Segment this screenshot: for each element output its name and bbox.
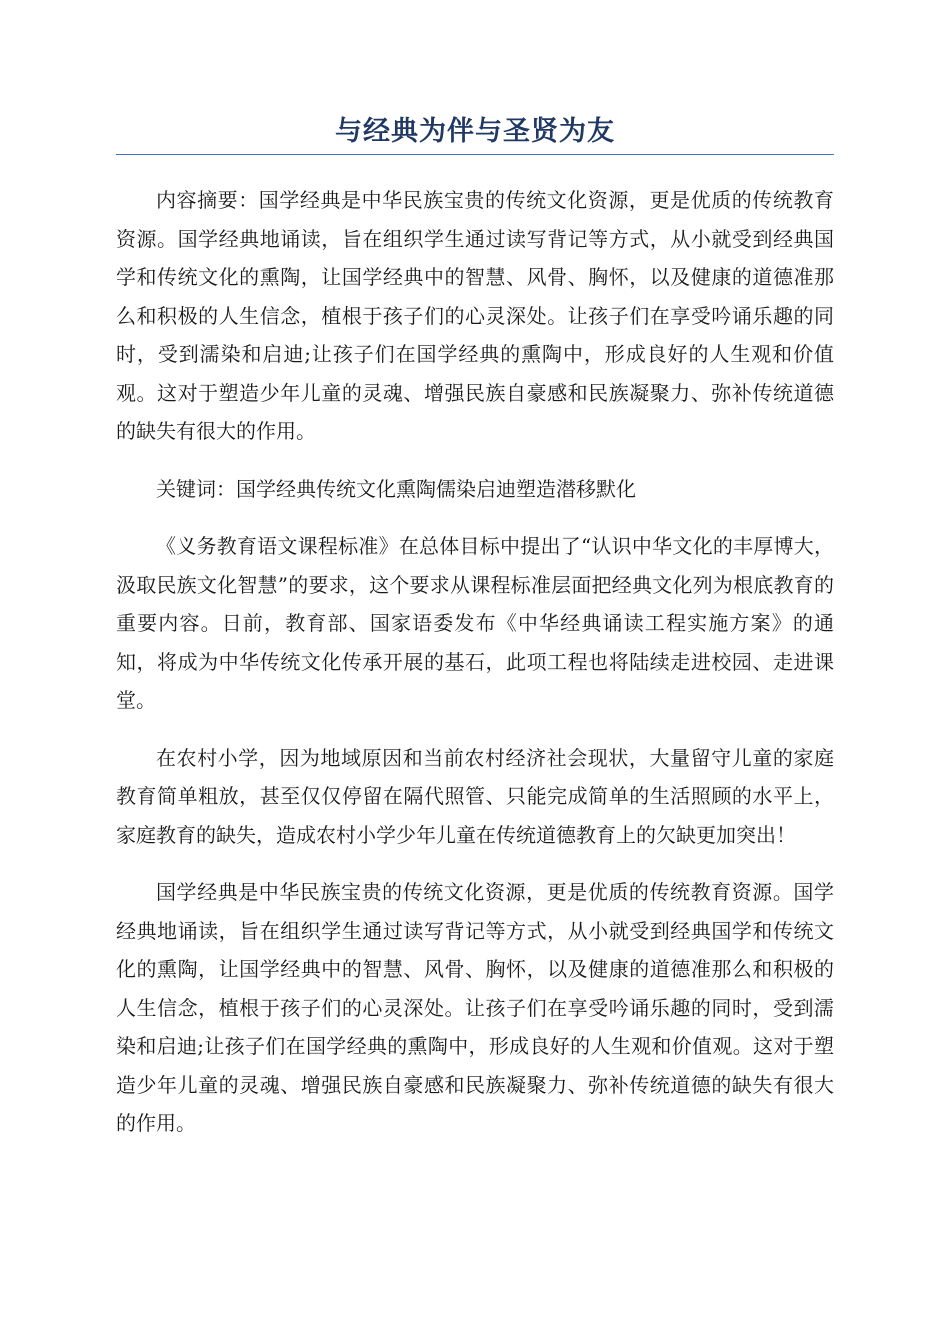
page-title: 与经典为伴与圣贤为友 (335, 116, 615, 147)
body-paragraph-curriculum: 《义务教育语文课程标准》在总体目标中提出了“认识中华文化的丰厚博大，汲取民族文化智慧”的要求，这个要求从课程标准层面把经典文化列为根底教育的重要内容。日前，教育部、国家语委发布《中华经典诵读工程实施方案》的通知，将成为中华传统文化传承开展的基石，此项工程也将陆续走进校园、走进课堂。 (116, 534, 834, 712)
keywords-paragraph: 关键词：国学经典传统文化熏陶儒染启迪塑造潜移默化 (156, 476, 636, 501)
document-page (116, 112, 834, 1162)
title-divider (116, 154, 834, 155)
abstract-paragraph: 内容摘要：国学经典是中华民族宝贵的传统文化资源，更是优质的传统教育资源。国学经典地诵读，旨在组织学生通过读写背记等方式，从小就受到经典国学和传统文化的熏陶，让国学经典中的智慧、风骨、胸怀，以及健康的道德准那么和积极的人生信念，植根于孩子们的心灵深处。让孩子们在享受吟诵乐趣的同时，受到濡染和启迪;让孩子们在国学经典的熏陶中，形成良好的人生观和价值观。这对于塑造少年儿童的灵魂、增强民族自豪感和民族凝聚力、弥补传统道德的缺失有很大的作用。 (116, 188, 834, 443)
body-paragraph-classics: 国学经典是中华民族宝贵的传统文化资源，更是优质的传统教育资源。国学经典地诵读，旨在组织学生通过读写背记等方式，从小就受到经典国学和传统文化的熏陶，让国学经典中的智慧、风骨、胸怀，以及健康的道德准那么和积极的人生信念，植根于孩子们的心灵深处。让孩子们在享受吟诵乐趣的同时，受到濡染和启迪;让孩子们在国学经典的熏陶中，形成良好的人生观和价值观。这对于塑造少年儿童的灵魂、增强民族自豪感和民族凝聚力、弥补传统道德的缺失有很大的作用。 (116, 880, 834, 1135)
body-paragraph-rural: 在农村小学，因为地域原因和当前农村经济社会现状，大量留守儿童的家庭教育简单粗放，甚至仅仅停留在隔代照管、只能完成简单的生活照顾的水平上，家庭教育的缺失，造成农村小学少年儿童在传统道德教育上的欠缺更加突出！ (116, 745, 834, 847)
